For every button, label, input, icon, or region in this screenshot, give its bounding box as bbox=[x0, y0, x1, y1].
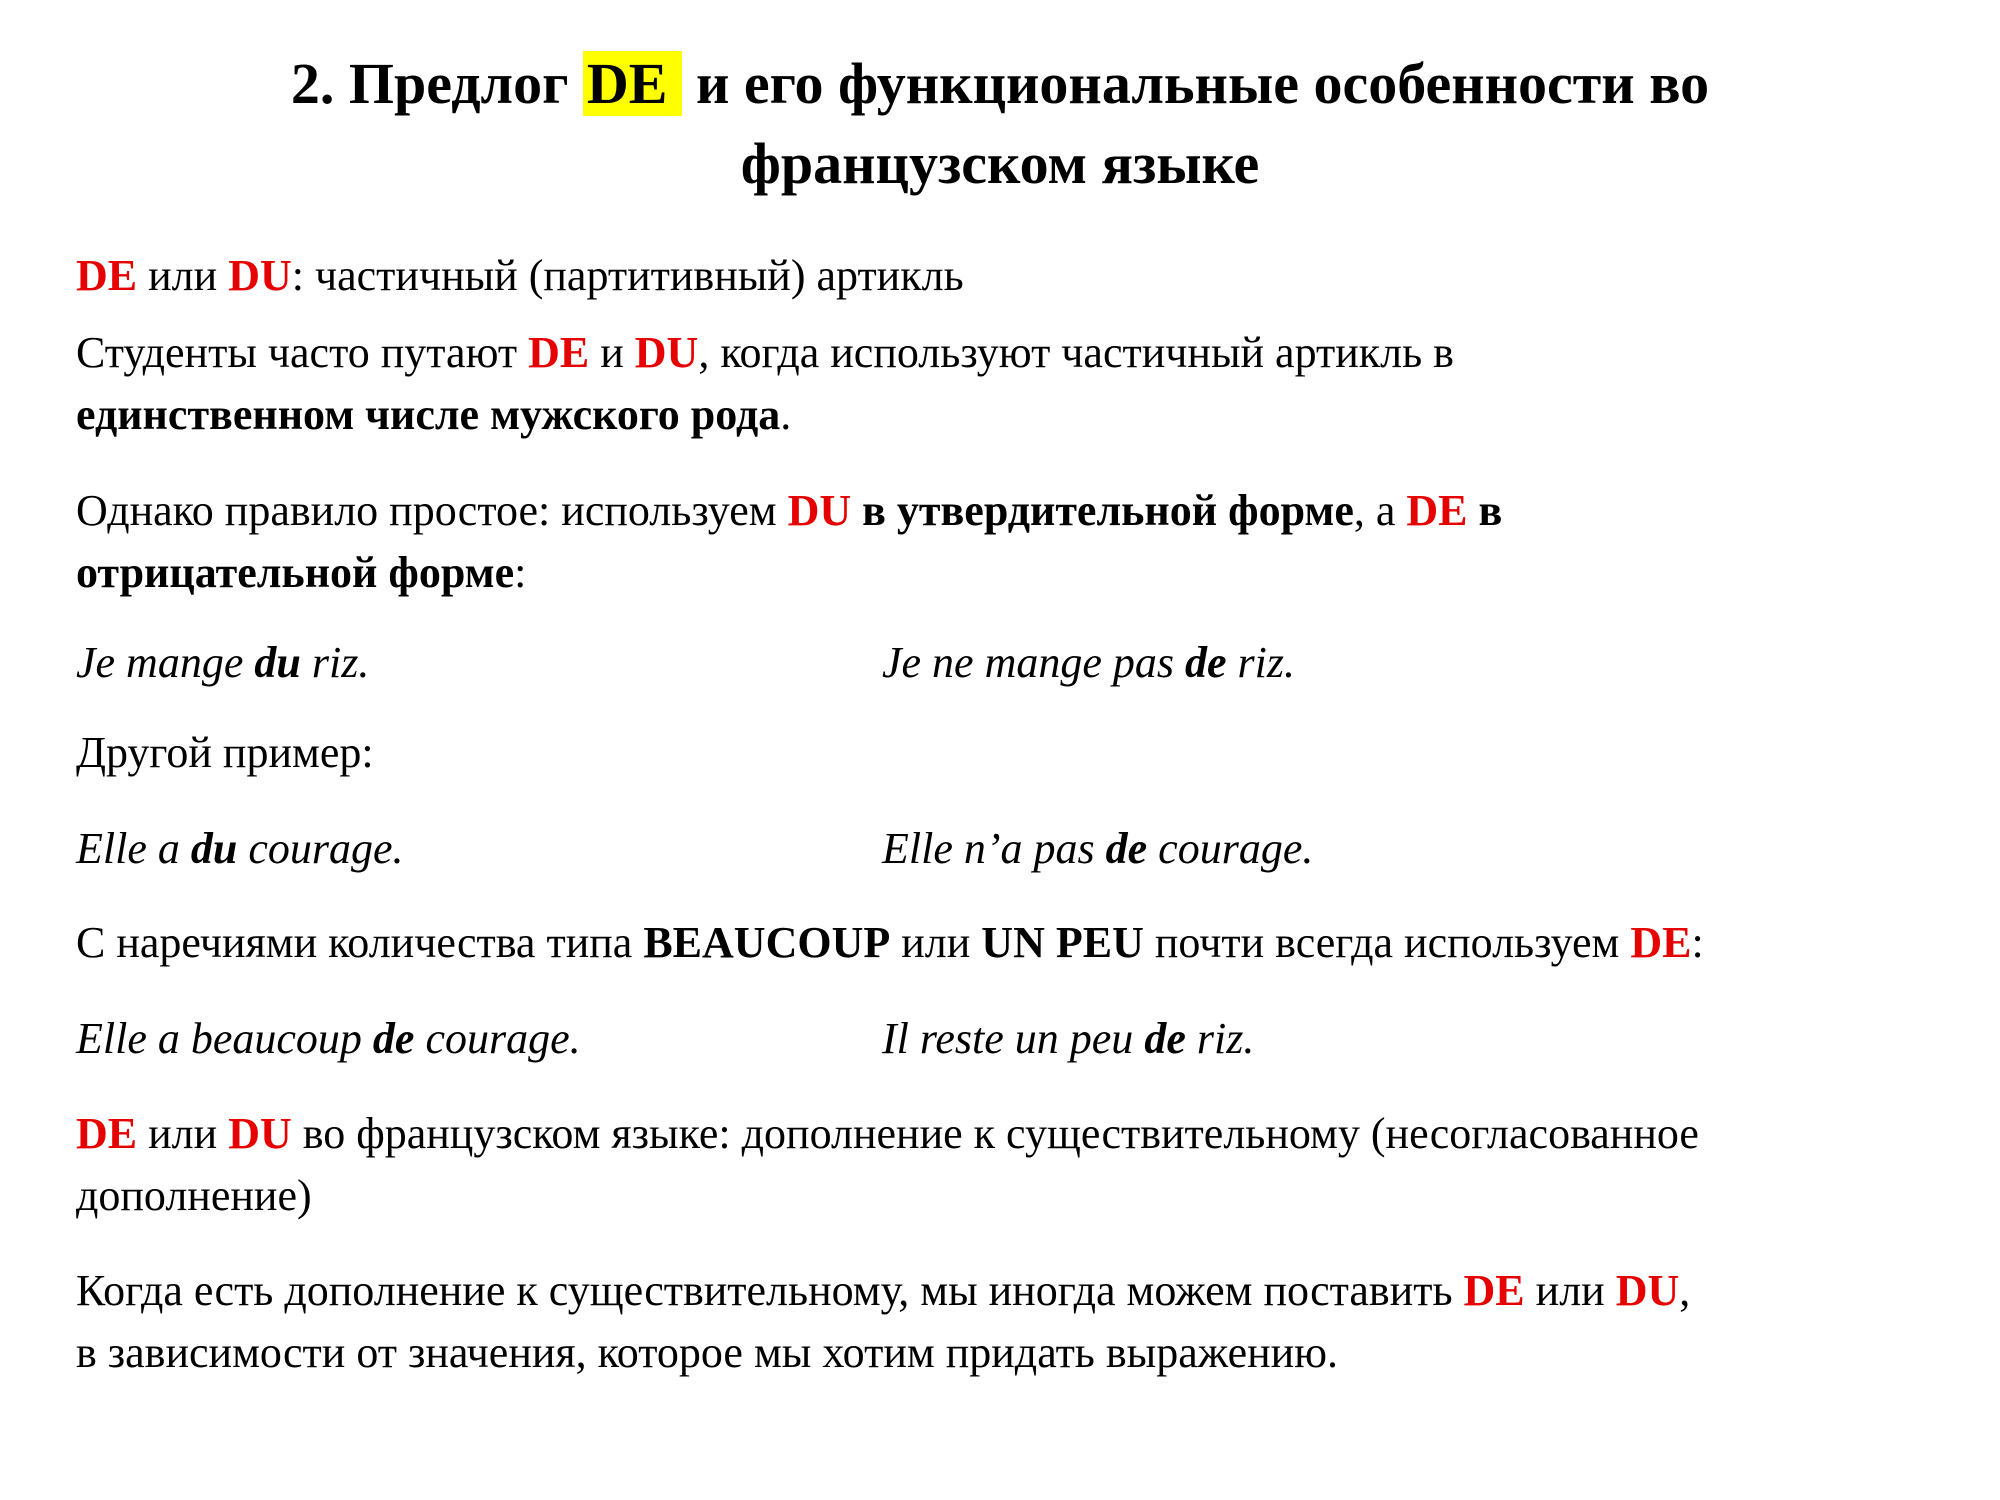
keyword-du: DU bbox=[228, 1109, 292, 1158]
keyword-de: DE bbox=[1406, 486, 1468, 535]
section2-text-1: или bbox=[137, 1109, 229, 1158]
example-bold: du bbox=[254, 638, 301, 687]
para3 bbox=[76, 912, 1956, 974]
keyword-du: DU bbox=[228, 251, 292, 300]
title-suffix: и его функциональные особенности во bbox=[681, 51, 1710, 116]
para3-bold-2: UN PEU bbox=[981, 918, 1144, 967]
para4-text-2: или bbox=[1524, 1266, 1616, 1315]
para1-line2 bbox=[76, 384, 1956, 446]
para4-line1 bbox=[76, 1260, 1956, 1322]
section1-heading bbox=[76, 245, 1956, 307]
example-text: courage. bbox=[1147, 824, 1314, 873]
example-text: Je ne mange pas bbox=[882, 638, 1186, 687]
slide-title bbox=[120, 44, 1880, 204]
example-text: riz. bbox=[300, 638, 370, 687]
para1-line1 bbox=[76, 322, 1956, 384]
other-example-label: Другой пример: bbox=[76, 728, 374, 777]
example-text: riz. bbox=[1185, 1014, 1255, 1063]
keyword-de: DE bbox=[76, 1109, 138, 1158]
example-bold: de bbox=[372, 1014, 415, 1063]
para2-line2 bbox=[76, 542, 1956, 604]
section2-heading-line1 bbox=[76, 1103, 1956, 1165]
keyword-du: DU bbox=[1615, 1266, 1680, 1315]
example-text: courage. bbox=[237, 824, 404, 873]
example-bold: de bbox=[1185, 638, 1227, 687]
para2-text-1: Однако правило простое: используем bbox=[76, 486, 788, 535]
para3-text-2: или bbox=[890, 918, 982, 967]
example-text: Elle n’a pas bbox=[882, 824, 1106, 873]
example-text: Elle a beaucoup bbox=[76, 1014, 373, 1063]
example-text: Elle a bbox=[76, 824, 191, 873]
para1-text-2: и bbox=[589, 328, 635, 377]
keyword-de: DE bbox=[1463, 1266, 1525, 1315]
example-bold: de bbox=[1144, 1014, 1186, 1063]
keyword-du: DU bbox=[787, 486, 852, 535]
para1-bold: единственном числе мужского рода bbox=[76, 390, 781, 439]
para1-text-1: Студенты часто путают bbox=[76, 328, 529, 377]
example-text: Je mange bbox=[76, 638, 255, 687]
keyword-de: DE bbox=[76, 251, 138, 300]
para3-bold-1: BEAUCOUP bbox=[643, 918, 891, 967]
section1-text-2: : частичный (партитивный) артикль bbox=[291, 251, 964, 300]
para4-text-1: Когда есть дополнение к существительному, мы иногда можем поставить bbox=[76, 1266, 1464, 1315]
example1-right bbox=[882, 632, 1295, 694]
title-highlight-de: DE bbox=[583, 51, 682, 116]
para2-bold-1: в утвердительной форме bbox=[851, 486, 1354, 535]
para2-bold-3: отрицательной форме bbox=[76, 548, 515, 597]
section2-heading-line2: дополнение) bbox=[76, 1171, 312, 1220]
example-text: courage. bbox=[414, 1014, 581, 1063]
para4-line2: в зависимости от значения, которое мы хотим придать выражению. bbox=[76, 1328, 1339, 1377]
para3-text-1: С наречиями количества типа bbox=[76, 918, 644, 967]
section2-text-2: во французском языке: дополнение к существительному (несогласованное bbox=[291, 1109, 1699, 1158]
title-prefix: 2. Предлог bbox=[290, 51, 583, 116]
example-text: riz. bbox=[1226, 638, 1296, 687]
para2-text-2: , а bbox=[1353, 486, 1407, 535]
para1-text-3: , когда используют частичный артикль в bbox=[698, 328, 1454, 377]
keyword-du: DU bbox=[634, 328, 699, 377]
para3-text-4: : bbox=[1691, 918, 1704, 967]
example-text: Il reste un peu bbox=[882, 1014, 1145, 1063]
example2-left bbox=[76, 818, 404, 880]
keyword-de: DE bbox=[1630, 918, 1692, 967]
title-line2: французском языке bbox=[740, 131, 1260, 196]
keyword-de: DE bbox=[528, 328, 590, 377]
para1-text-4: . bbox=[780, 390, 792, 439]
example1-left bbox=[76, 632, 369, 694]
example2-right bbox=[882, 818, 1313, 880]
para3-text-3: почти всегда используем bbox=[1143, 918, 1631, 967]
example3-left bbox=[76, 1008, 581, 1070]
para4-text-3: , bbox=[1679, 1266, 1691, 1315]
example3-right bbox=[882, 1008, 1254, 1070]
para2-line1 bbox=[76, 480, 1956, 542]
example-bold: de bbox=[1105, 824, 1148, 873]
para2-bold-2: в bbox=[1467, 486, 1503, 535]
section1-text-1: или bbox=[137, 251, 229, 300]
para2-text-3: : bbox=[514, 548, 527, 597]
example-bold: du bbox=[190, 824, 238, 873]
